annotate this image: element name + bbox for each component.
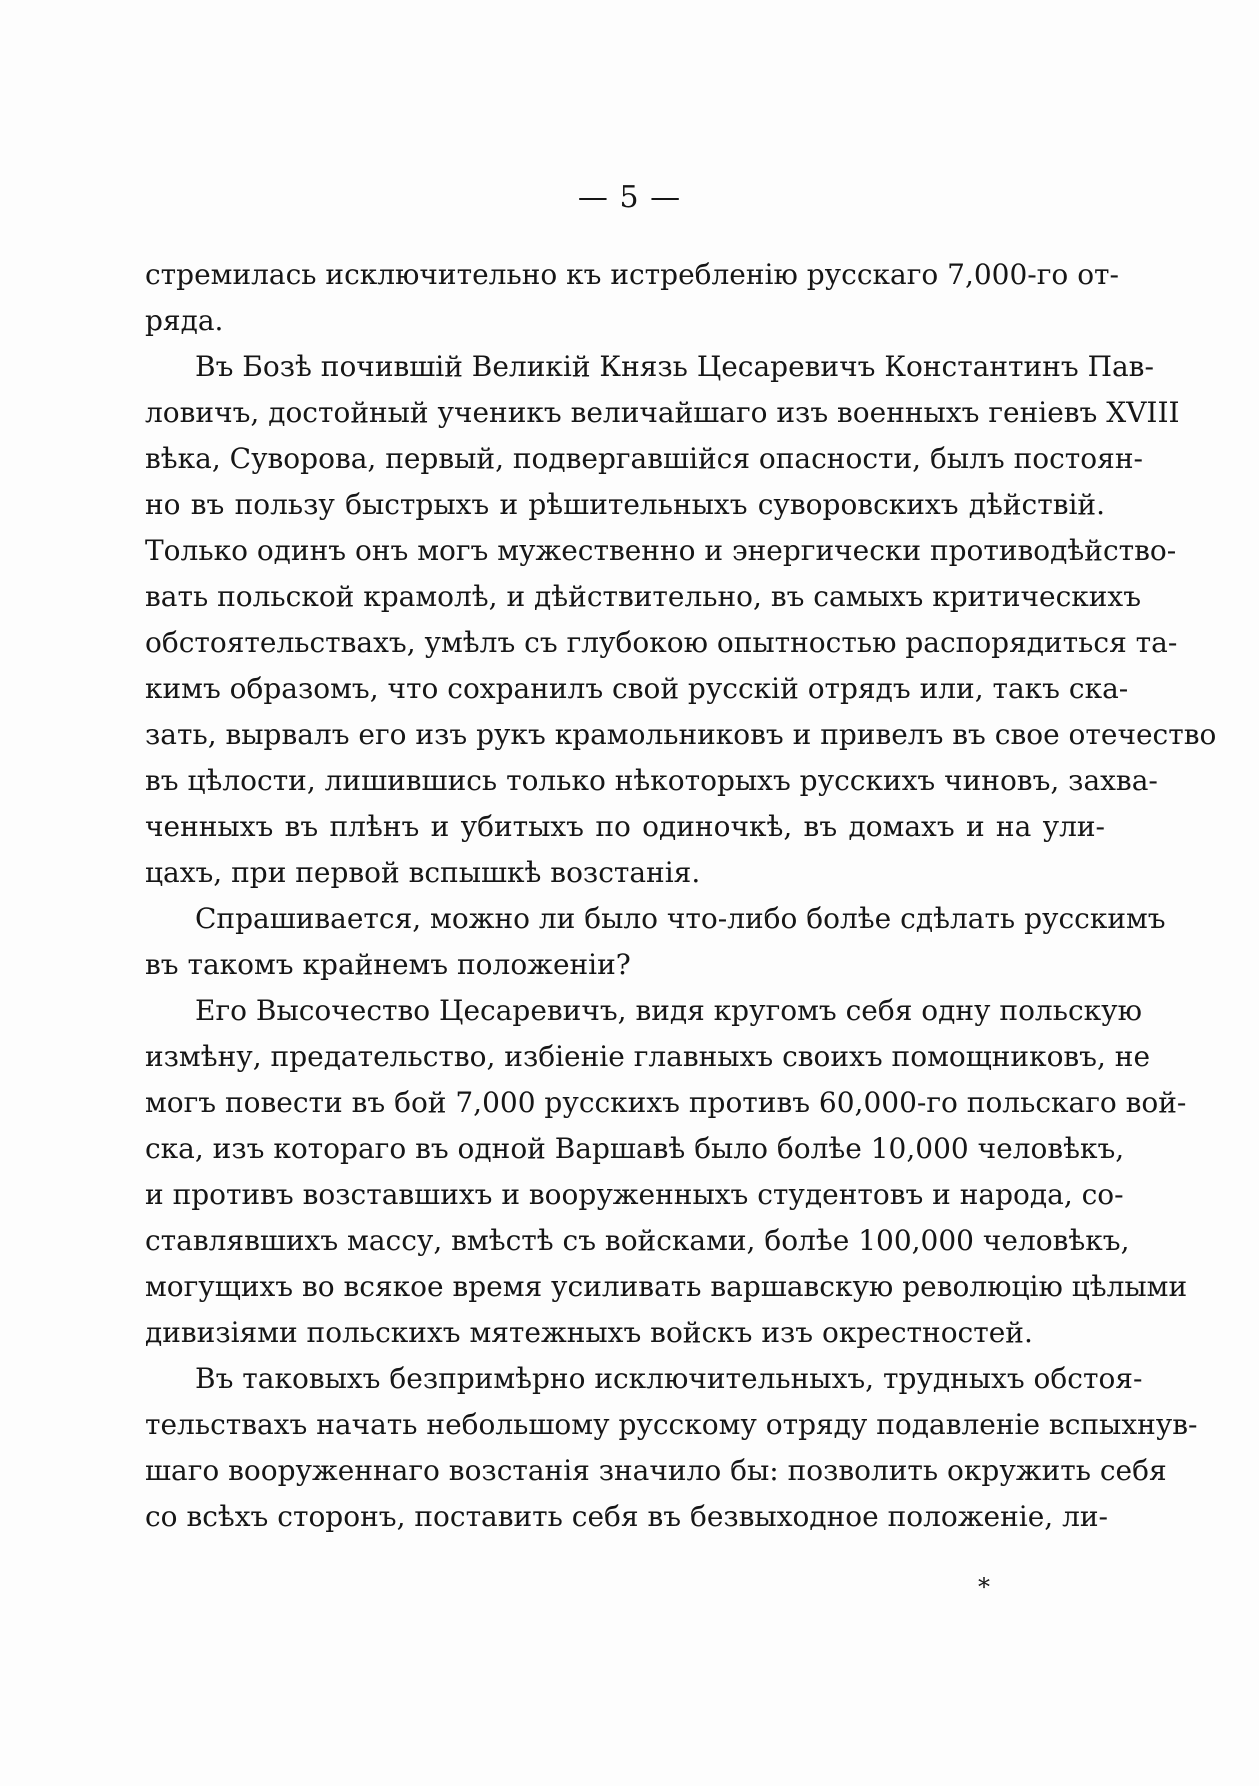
text-line: Въ Бозѣ почившій Великій Князь Цесаревичъ Константинъ Пав- xyxy=(195,350,1154,383)
text-line: Его Высочество Цесаревичъ, видя кругомъ себя одну польскую xyxy=(195,994,1142,1027)
text-line: и противъ возставшихъ и вооруженныхъ студентовъ и народа, со- xyxy=(145,1178,1124,1211)
text-line: обстоятельствахъ, умѣлъ съ глубокою опытностью распорядиться та- xyxy=(145,626,1178,659)
footer-signature-mark: * xyxy=(978,1573,990,1601)
text-line: Спрашивается, можно ли было что-либо болѣе сдѣлать русскимъ xyxy=(195,902,1166,935)
text-line: Только одинъ онъ могъ мужественно и энергически противодѣйство- xyxy=(145,534,1177,567)
text-line: въ такомъ крайнемъ положеніи? xyxy=(145,948,631,981)
text-line: ченныхъ въ плѣнъ и убитыхъ по одиночкѣ, въ домахъ и на ули- xyxy=(145,810,1105,843)
text-line: въ цѣлости, лишившись только нѣкоторыхъ русскихъ чиновъ, захва- xyxy=(145,764,1158,797)
text-line: вѣка, Суворова, первый, подвергавшійся опасности, былъ постоян- xyxy=(145,442,1143,475)
text-line: дивизіями польскихъ мятежныхъ войскъ изъ окрестностей. xyxy=(145,1316,1033,1349)
text-line: измѣну, предательство, избіеніе главныхъ своихъ помощниковъ, не xyxy=(145,1040,1151,1073)
page-number: — 5 — xyxy=(577,180,682,215)
text-line: вать польской крамолѣ, и дѣйствительно, въ самыхъ критическихъ xyxy=(145,580,1142,613)
text-line: могущихъ во всякое время усиливать варшавскую революцію цѣлыми xyxy=(145,1270,1188,1303)
text-line: ставлявшихъ массу, вмѣстѣ съ войсками, болѣе 100,000 человѣкъ, xyxy=(145,1224,1130,1257)
text-line: шаго вооруженнаго возстанія значило бы: позволить окружить себя xyxy=(145,1454,1167,1487)
text-line: но въ пользу быстрыхъ и рѣшительныхъ суворовскихъ дѣйствій. xyxy=(145,488,1105,521)
text-line: кимъ образомъ, что сохранилъ свой русскій отрядъ или, такъ ска- xyxy=(145,672,1129,705)
text-line: могъ повести въ бой 7,000 русскихъ противъ 60,000-го польскаго вой- xyxy=(145,1086,1187,1119)
text-line: зать, вырвалъ его изъ рукъ крамольниковъ и привелъ въ свое отечество xyxy=(145,718,1217,751)
text-line: ловичъ, достойный ученикъ величайшаго изъ военныхъ геніевъ XVIII xyxy=(145,396,1180,429)
text-line: тельствахъ начать небольшому русскому отряду подавленіе вспыхнув- xyxy=(145,1408,1198,1441)
body-text xyxy=(145,252,1217,1540)
text-line: со всѣхъ сторонъ, поставить себя въ безвыходное положеніе, ли- xyxy=(145,1500,1108,1533)
text-line: ска, изъ котораго въ одной Варшавѣ было болѣе 10,000 человѣкъ, xyxy=(145,1132,1125,1165)
text-line: ряда. xyxy=(145,304,224,337)
text-line: Въ таковыхъ безпримѣрно исключительныхъ, трудныхъ обстоя- xyxy=(195,1362,1143,1395)
text-line: стремилась исключительно къ истребленію русскаго 7,000-го от- xyxy=(145,258,1119,291)
text-line: цахъ, при первой вспышкѣ возстанія. xyxy=(145,856,701,889)
